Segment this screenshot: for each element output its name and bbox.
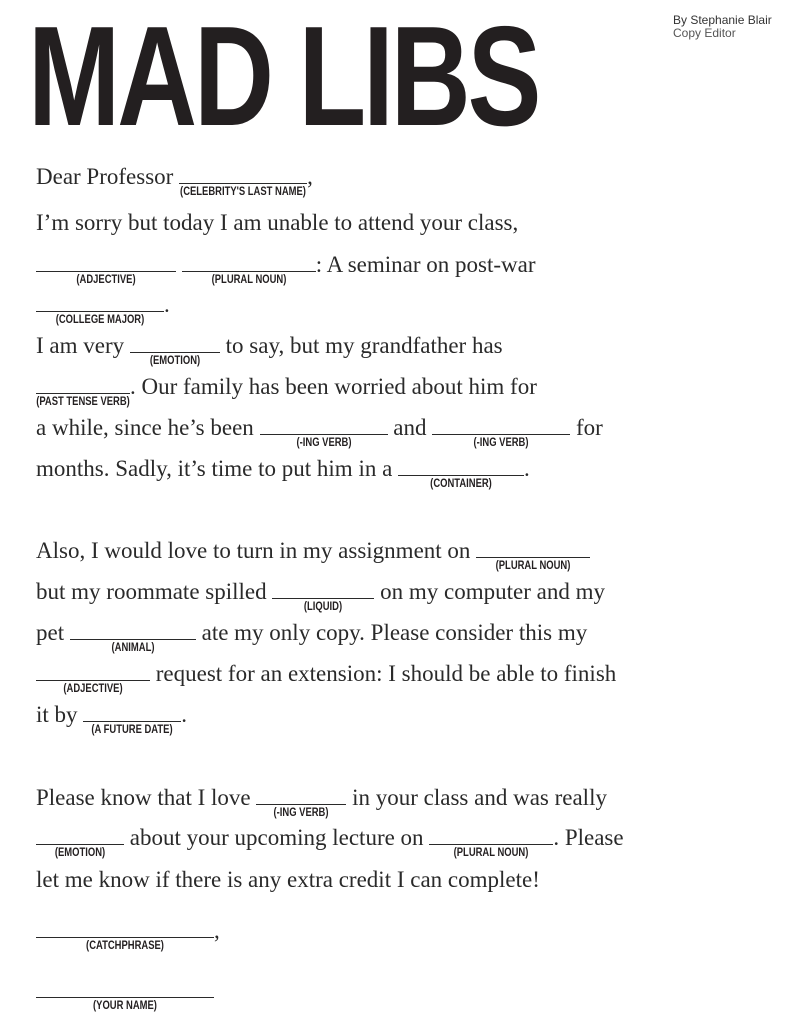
line-text: and: [387, 415, 433, 440]
line-text: .: [164, 292, 170, 317]
letter-line-11: [36, 620, 588, 654]
letter-line-16: [36, 867, 540, 893]
blank-label: (PLURAL NOUN): [495, 560, 571, 572]
line-text: on my computer and my: [374, 579, 605, 604]
blank-label: (PLURAL NOUN): [453, 847, 529, 859]
blank-plural-noun-3[interactable]: [429, 826, 553, 859]
line-text: it by: [36, 702, 84, 727]
line-text: : A seminar on post-war: [315, 252, 536, 277]
line-text: Please know that I love: [36, 785, 257, 810]
blank-college-major[interactable]: [36, 293, 164, 326]
line-text: but my roommate spilled: [36, 579, 273, 604]
blank-label: (PLURAL NOUN): [211, 274, 287, 286]
letter-line-14: [36, 785, 607, 819]
line-text: for: [570, 415, 603, 440]
line-text: . Our family has been worried about him for: [130, 374, 537, 399]
blank-ing-verb-2[interactable]: [432, 416, 570, 449]
blank-label: (ADJECTIVE): [63, 683, 123, 695]
line-text: pet: [36, 620, 70, 645]
blank-label: (-ING VERB): [473, 437, 529, 449]
line-text: Dear Professor: [36, 164, 180, 189]
line-text: I am very: [36, 333, 130, 358]
blank-label: (-ING VERB): [296, 437, 352, 449]
blank-label: (YOUR NAME): [93, 1000, 157, 1012]
line-text: .: [524, 456, 530, 481]
letter-line-2: [36, 210, 518, 236]
author-role: Copy Editor: [673, 26, 736, 40]
blank-label: (EMOTION): [54, 847, 106, 859]
line-text: let me know if there is any extra credit I can complete!: [36, 867, 540, 892]
blank-label: (ADJECTIVE): [76, 274, 136, 286]
line-text: about your upcoming lecture on: [124, 825, 430, 850]
letter-line-13: [36, 702, 188, 736]
blank-label: (COLLEGE MAJOR): [55, 314, 145, 326]
blank-past-tense-verb[interactable]: [36, 375, 130, 408]
blank-emotion-2[interactable]: [36, 826, 124, 859]
blank-label: (EMOTION): [149, 355, 201, 367]
author-name: By Stephanie Blair: [673, 13, 772, 27]
blank-ing-verb-1[interactable]: [260, 416, 388, 449]
letter-line-7: [36, 415, 603, 449]
blank-label: (CATCHPHRASE): [86, 940, 164, 952]
blank-label: (A FUTURE DATE): [91, 724, 173, 736]
blank-label: (PAST TENSE VERB): [36, 396, 130, 408]
blank-plural-noun-2[interactable]: [476, 539, 590, 572]
byline: [673, 14, 772, 40]
letter-line-8: [36, 456, 530, 490]
blank-future-date[interactable]: [83, 703, 181, 736]
line-text: a while, since he’s been: [36, 415, 260, 440]
letter-line-3: [36, 252, 536, 286]
signoff-name: [36, 978, 214, 1012]
blank-catchphrase[interactable]: [36, 919, 214, 952]
letter-line-15: [36, 825, 624, 859]
signoff-catchphrase: [36, 918, 220, 952]
line-text: Also, I would love to turn in my assignment on: [36, 538, 477, 563]
blank-label: (LIQUID): [304, 601, 343, 613]
letter-line-5: [36, 333, 503, 367]
line-text: months. Sadly, it’s time to put him in a: [36, 456, 399, 481]
letter-line-10: [36, 579, 605, 613]
blank-label: (CONTAINER): [430, 478, 492, 490]
blank-adjective-2[interactable]: [36, 662, 150, 695]
blank-container[interactable]: [398, 457, 524, 490]
page-title: MAD LIBS: [28, 0, 539, 156]
blank-plural-noun[interactable]: [182, 253, 316, 286]
line-text: ate my only copy. Please consider this my: [195, 620, 588, 645]
blank-label: (-ING VERB): [273, 807, 329, 819]
blank-liquid[interactable]: [272, 580, 374, 613]
letter-line-1: [36, 164, 313, 198]
letter-line-6: [36, 374, 537, 408]
line-text: in your class and was really: [346, 785, 607, 810]
blank-celebrity-last-name[interactable]: [179, 165, 307, 198]
letter-line-4: [36, 292, 170, 326]
line-text: I’m sorry but today I am unable to attend your class,: [36, 210, 519, 235]
blank-emotion[interactable]: [130, 334, 220, 367]
letter-line-12: [36, 661, 617, 695]
blank-your-name[interactable]: [36, 979, 214, 1012]
blank-adjective[interactable]: [36, 253, 176, 286]
blank-label: (CELEBRITY'S LAST NAME): [180, 186, 307, 198]
blank-label: (ANIMAL): [111, 642, 155, 654]
line-text: . Please: [553, 825, 624, 850]
blank-ing-verb-3[interactable]: [256, 786, 346, 819]
line-text: ,: [307, 164, 313, 189]
line-text: request for an extension: I should be able to finish: [150, 661, 617, 686]
line-text: ,: [214, 918, 220, 943]
line-text: .: [181, 702, 188, 727]
line-text: to say, but my grandfather has: [219, 333, 503, 358]
letter-line-9: [36, 538, 590, 572]
blank-animal[interactable]: [70, 621, 196, 654]
